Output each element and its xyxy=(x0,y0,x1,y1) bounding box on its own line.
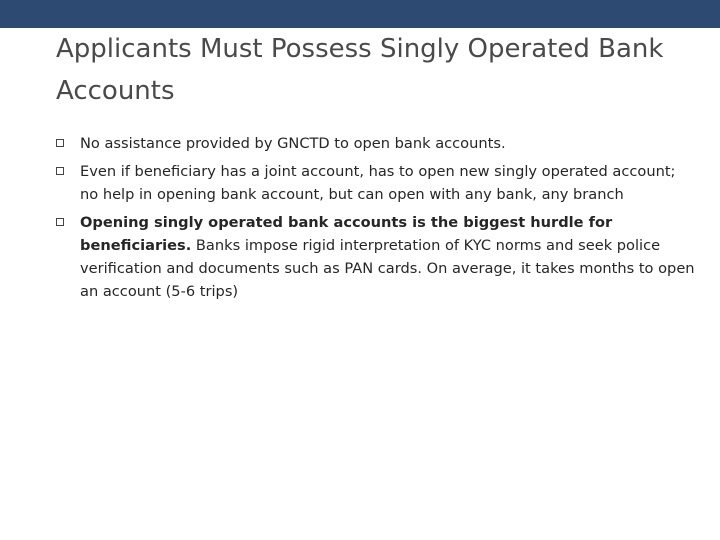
square-bullet-icon xyxy=(56,139,64,147)
bullet-bold-text: Opening singly operated bank accounts is the biggest hurdle for beneficiaries. xyxy=(80,214,613,254)
bullet-text: No assistance provided by GNCTD to open bank accounts. xyxy=(80,135,506,152)
bullet-text: Even if beneficiary has a joint account, has to open new singly operated account; no help in opening bank account, but can open with any bank, any branch xyxy=(80,163,676,203)
square-bullet-icon xyxy=(56,167,64,175)
bullet-text: Banks impose rigid interpretation of KYC norms and seek police verification and documents such as PAN cards. On average, it takes months to open an account (5-6 trips) xyxy=(80,237,695,300)
bullet-item xyxy=(56,132,696,155)
bullet-item xyxy=(56,211,696,303)
bullet-list xyxy=(56,132,696,308)
slide-title: Applicants Must Possess Singly Operated Bank Accounts xyxy=(56,34,664,106)
bullet-item xyxy=(56,160,696,206)
square-bullet-icon xyxy=(56,218,64,226)
header-bar xyxy=(0,0,720,28)
